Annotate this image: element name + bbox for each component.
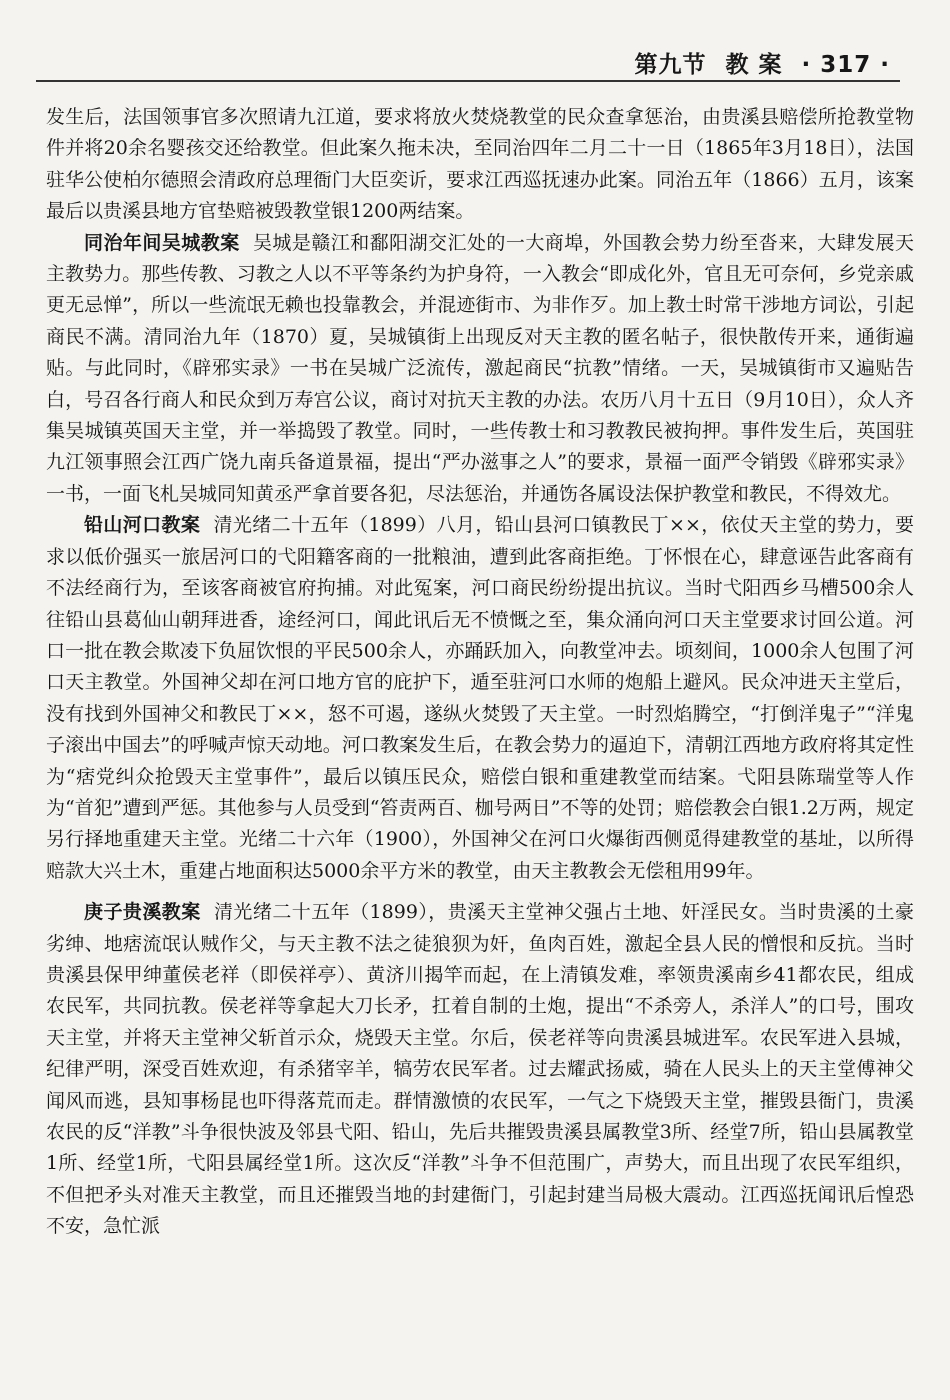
running-head — [624, 46, 890, 79]
header-rule — [36, 80, 900, 82]
page-header — [0, 0, 950, 92]
paragraph-continued — [46, 102, 914, 228]
topic-label: 教 案 — [725, 52, 783, 78]
paragraph-guixi-case — [46, 897, 914, 1242]
paragraph-wucheng-case — [46, 228, 914, 511]
case-title: 庚子贵溪教案 — [84, 901, 201, 924]
paragraph-text: 清光绪二十五年（1899），贵溪天主堂神父强占土地、奸淫民女。当时贵溪的土豪劣绅、地痞流氓认贼作父，与天主教不法之徒狼狈为奸，鱼肉百姓，激起全县人民的憎恨和反抗。当时贵溪县保甲绅董侯老祥（即侯祥亭）、黄济川揭竿而起，在上清镇发难，率领贵溪南乡41都农民，组成农民军，共同抗教。侯老祥等拿起大刀长矛，扛着自制的土炮，提出“不杀旁人，杀洋人”的口号，围攻天主堂，并将天主堂神父斩首示众，烧毁天主堂。尔后，侯老祥等向贵溪县城进军。农民军进入县城，纪律严明，深受百姓欢迎，有杀猪宰羊，犒劳农民军者。过去耀武扬威，骑在人民头上的天主堂傅神父闻风而逃，县知事杨昆也吓得落荒而走。群情激愤的农民军，一气之下烧毁天主堂，摧毁县衙门，贵溪农民的反“洋教”斗争很快波及邻县弋阳、铅山，先后共摧毁贵溪县属教堂3所、经堂7所，铅山县属教堂1所、经堂1所，弋阳县属经堂1所。这次反“洋教”斗争不但范围广，声势大，而且出现了农民军组织，不但把矛头对准天主教堂，而且还摧毁当地的封建衙门，引起封建当局极大震动。江西巡抚闻讯后惶恐不安，急忙派 — [46, 901, 914, 1238]
case-title: 铅山河口教案 — [84, 514, 201, 537]
page-number: · 317 · — [801, 52, 890, 78]
paragraph-hekou-case — [46, 510, 914, 887]
body-text — [46, 102, 914, 1243]
paragraph-text: 清光绪二十五年（1899）八月，铅山县河口镇教民丁××，依仗天主堂的势力，要求以低价强买一旅居河口的弋阳籍客商的一批粮油，遭到此客商拒绝。丁怀恨在心，肆意诬告此客商有不法经商行为，至该客商被官府拘捕。对此冤案，河口商民纷纷提出抗议。当时弋阳西乡马槽500余人往铅山县葛仙山朝拜进香，途经河口，闻此讯后无不愤慨之至，集众涌向河口天主堂要求讨回公道。河口一批在教会欺凌下负屈饮恨的平民500余人，亦踊跃加入，向教堂冲去。顷刻间，1000余人包围了河口天主教堂。外国神父却在河口地方官的庇护下，遁至驻河口水师的炮船上避风。民众冲进天主堂后，没有找到外国神父和教民丁××，怒不可遏，遂纵火焚毁了天主堂。一时烈焰腾空，“打倒洋鬼子”“洋鬼子滚出中国去”的呼喊声惊天动地。河口教案发生后，在教会势力的逼迫下，清朝江西地方政府将其定性为“痞党纠众抢毁天主堂事件”，最后以镇压民众，赔偿白银和重建教堂而结案。弋阳县陈瑞堂等人作为“首犯”遭到严惩。其他参与人员受到“笞责两百、枷号两日”不等的处罚；赔偿教会白银1.2万两，规定另行择地重建天主堂。光绪二十六年（1900），外国神父在河口火爆街西侧觅得建教堂的基址，以所得赔款大兴土木，重建占地面积达5000余平方米的教堂，由天主教教会无偿租用99年。 — [46, 514, 914, 882]
paragraph-text: 发生后，法国领事官多次照请九江道，要求将放火焚烧教堂的民众查拿惩治，由贵溪县赔偿所抢教堂物件并将20余名婴孩交还给教堂。但此案久拖未决，至同治四年二月二十一日（1865年3月18日），法国驻华公使柏尔德照会清政府总理衙门大臣奕䜣，要求江西巡抚速办此案。同治五年（1866）五月，该案最后以贵溪县地方官垫赔被毁教堂银1200两结案。 — [46, 106, 914, 223]
section-label: 第九节 — [634, 52, 707, 78]
case-title: 同治年间吴城教案 — [84, 231, 240, 254]
paragraph-text: 吴城是赣江和鄱阳湖交汇处的一大商埠，外国教会势力纷至沓来，大肆发展天主教势力。那些传教、习教之人以不平等条约为护身符，一入教会“即成化外，官且无可奈何，乡党亲戚更无忌惮”，所以一些流氓无赖也投靠教会，并混迹街市、为非作歹。加上教士时常干涉地方词讼，引起商民不满。清同治九年（1870）夏，吴城镇街上出现反对天主教的匿名帖子，很快散传开来，通街遍贴。与此同时，《辟邪实录》一书在吴城广泛流传，激起商民“抗教”情绪。一天，吴城镇街市又遍贴告白，号召各行商人和民众到万寿宫公议，商讨对抗天主教的办法。农历八月十五日（9月10日），众人齐集吴城镇英国天主堂，并一举捣毁了教堂。同时，一些传教士和习教教民被拘押。事件发生后，英国驻九江领事照会江西广饶九南兵备道景福，提出“严办滋事之人”的要求，景福一面严令销毁《辟邪实录》一书，一面飞札吴城同知黄丞严拿首要各犯，尽法惩治，并通饬各属设法保护教堂和教民，不得效尤。 — [46, 231, 914, 505]
